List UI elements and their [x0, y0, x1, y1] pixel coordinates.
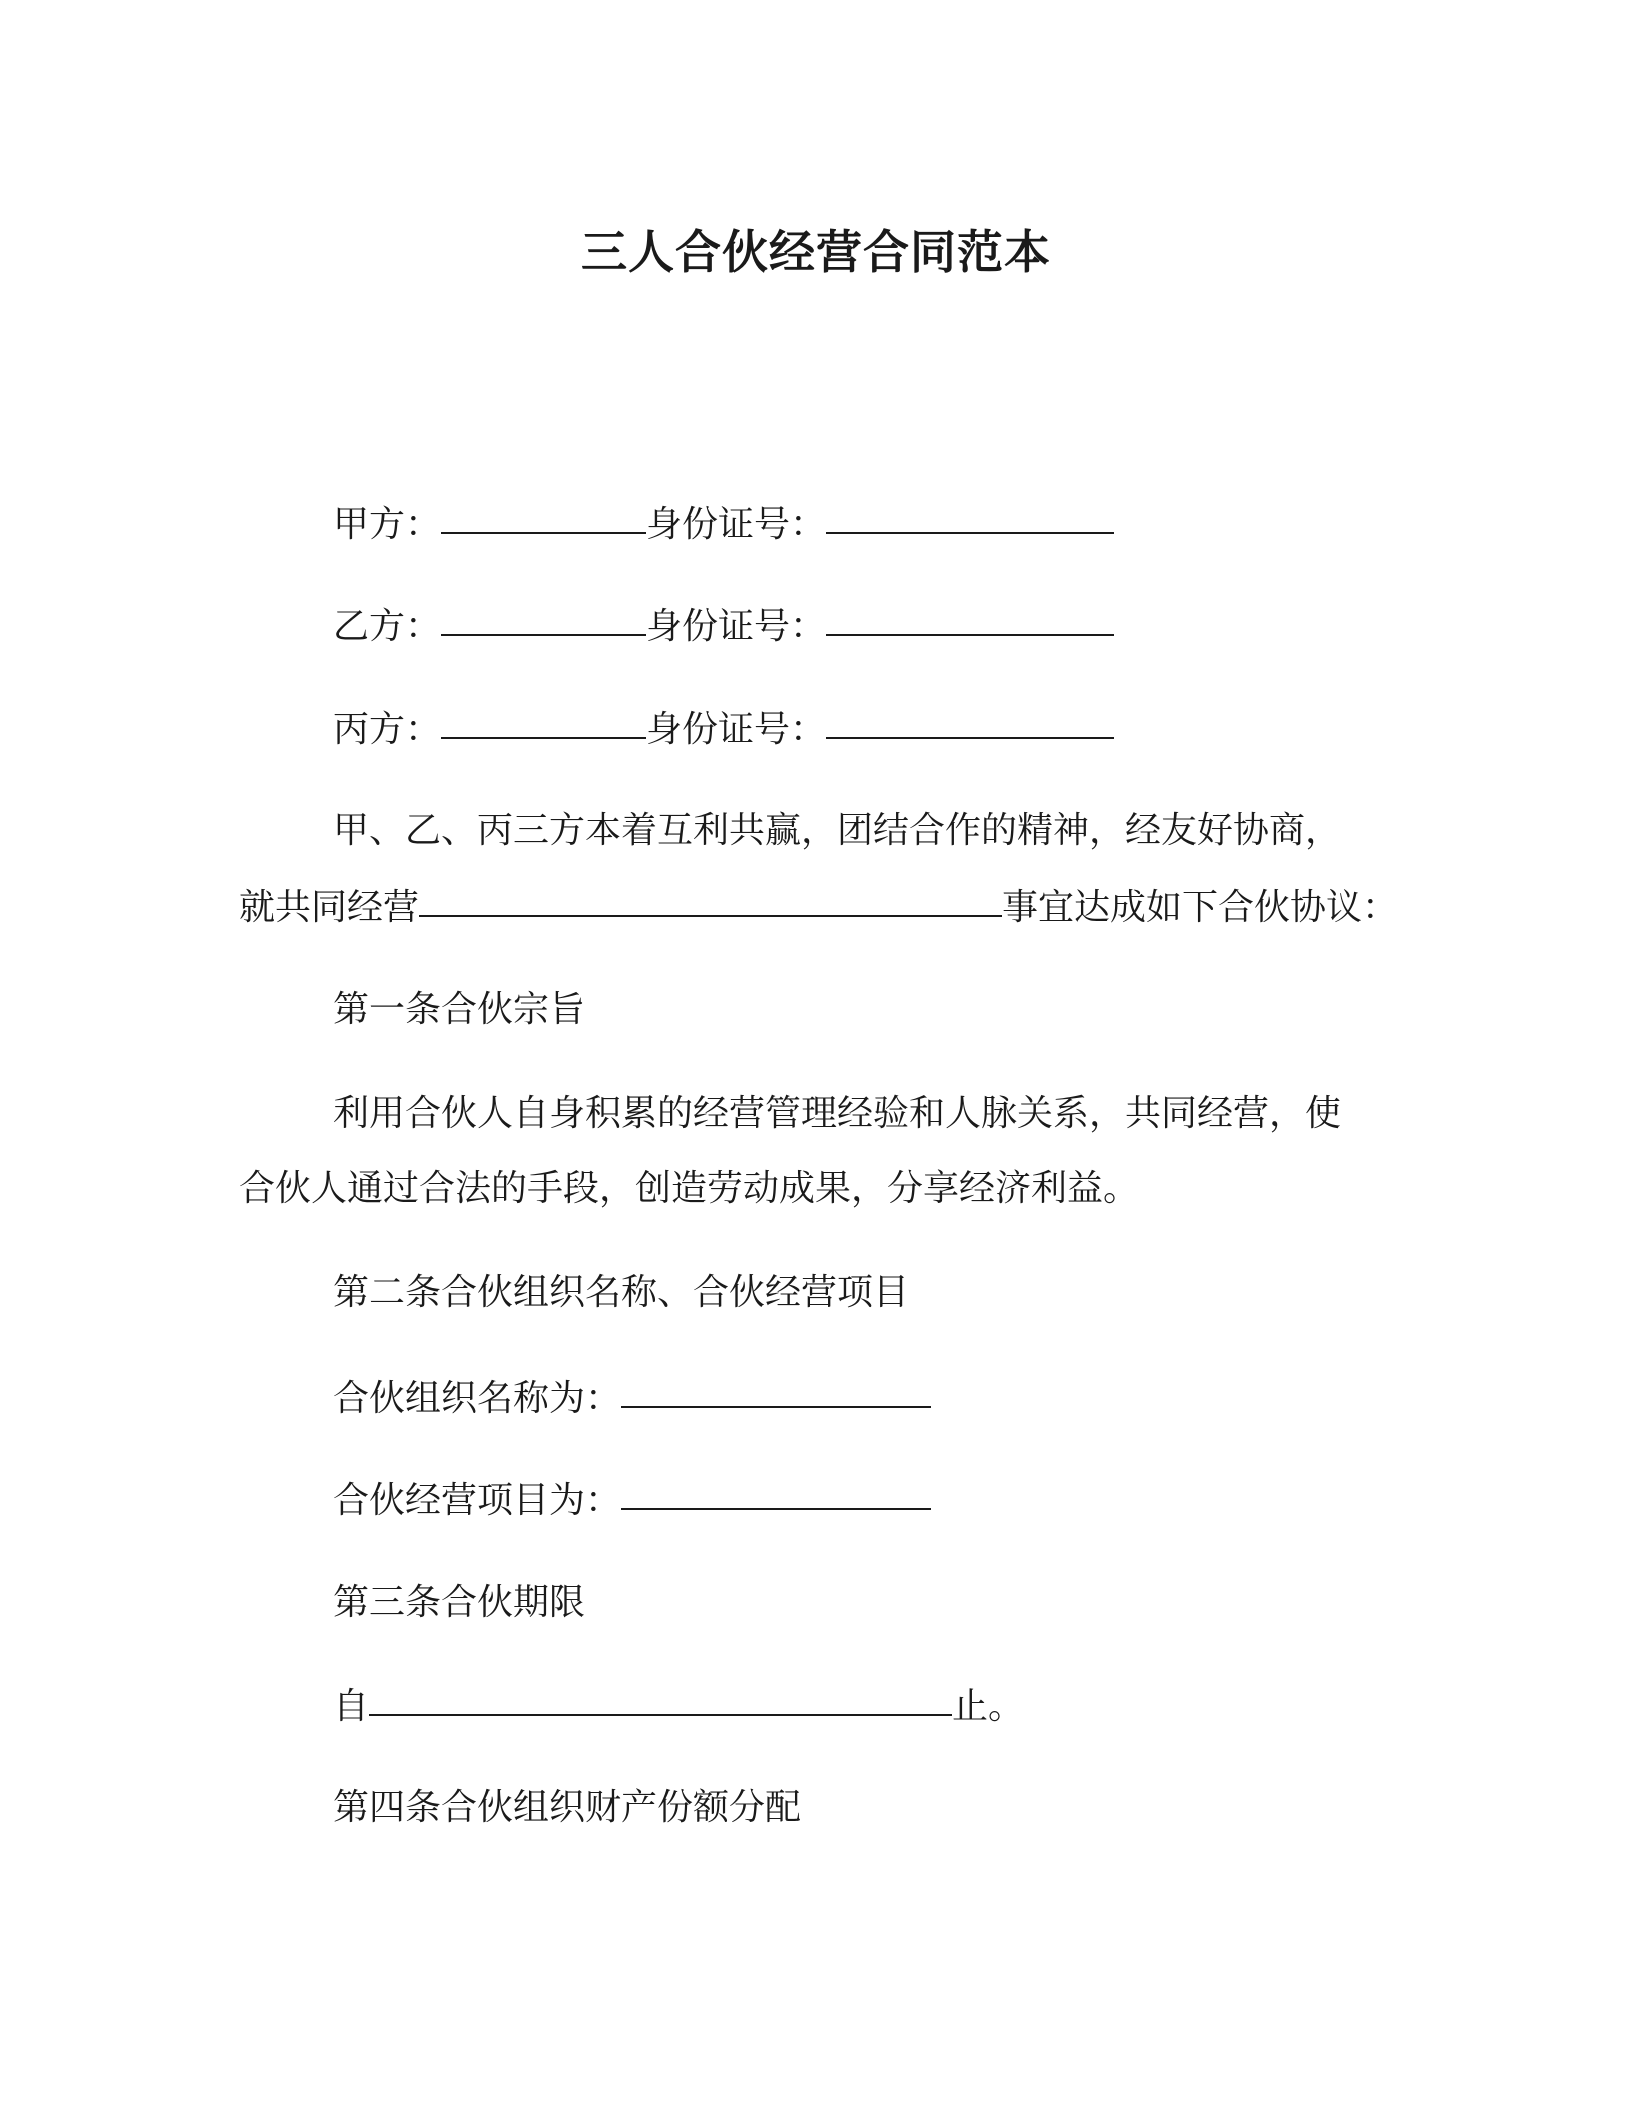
project-label: 合伙经营项目为：	[333, 1480, 622, 1521]
article-1-heading: 第一条合伙宗旨	[333, 989, 586, 1030]
party-c-id-label: 身份证号：	[646, 709, 827, 750]
party-b-line	[333, 602, 1114, 651]
document-title: 三人合伙经营合同范本	[581, 225, 1051, 279]
party-c-id-blank[interactable]	[826, 703, 1114, 739]
preamble-prefix: 就共同经营	[239, 887, 420, 928]
article-1-line-2: 合伙人通过合法的手段，创造劳动成果，分享经济利益。	[239, 1168, 1140, 1209]
term-suffix: 止。	[952, 1686, 1025, 1727]
org-name-line	[333, 1374, 931, 1423]
business-scope-blank[interactable]	[419, 881, 1002, 917]
term-blank[interactable]	[369, 1680, 952, 1716]
project-line	[333, 1476, 931, 1525]
party-c-line	[333, 705, 1114, 754]
preamble-line-1: 甲、乙、丙三方本着互利共赢，团结合作的精神，经友好协商，	[333, 810, 1342, 851]
preamble-suffix: 事宜达成如下合伙协议：	[1002, 887, 1399, 928]
party-a-id-blank[interactable]	[826, 498, 1114, 534]
party-b-name-blank[interactable]	[441, 600, 646, 636]
preamble-line-2	[239, 883, 1398, 932]
party-b-id-label: 身份证号：	[646, 606, 827, 647]
term-prefix: 自	[333, 1686, 370, 1727]
org-name-label: 合伙组织名称为：	[333, 1378, 622, 1419]
org-name-blank[interactable]	[621, 1372, 931, 1408]
project-blank[interactable]	[621, 1474, 931, 1510]
article-1-line-1: 利用合伙人自身积累的经营管理经验和人脉关系，共同经营，使	[333, 1093, 1342, 1134]
party-a-line	[333, 500, 1114, 549]
article-3-heading: 第三条合伙期限	[333, 1582, 586, 1623]
party-c-name-blank[interactable]	[441, 703, 646, 739]
article-4-heading: 第四条合伙组织财产份额分配	[333, 1787, 802, 1828]
party-a-name-blank[interactable]	[441, 498, 646, 534]
article-2-heading: 第二条合伙组织名称、合伙经营项目	[333, 1272, 910, 1313]
party-a-label: 甲方：	[333, 504, 442, 545]
term-line	[333, 1682, 1024, 1731]
party-b-id-blank[interactable]	[826, 600, 1114, 636]
party-b-label: 乙方：	[333, 606, 442, 647]
party-a-id-label: 身份证号：	[646, 504, 827, 545]
party-c-label: 丙方：	[333, 709, 442, 750]
